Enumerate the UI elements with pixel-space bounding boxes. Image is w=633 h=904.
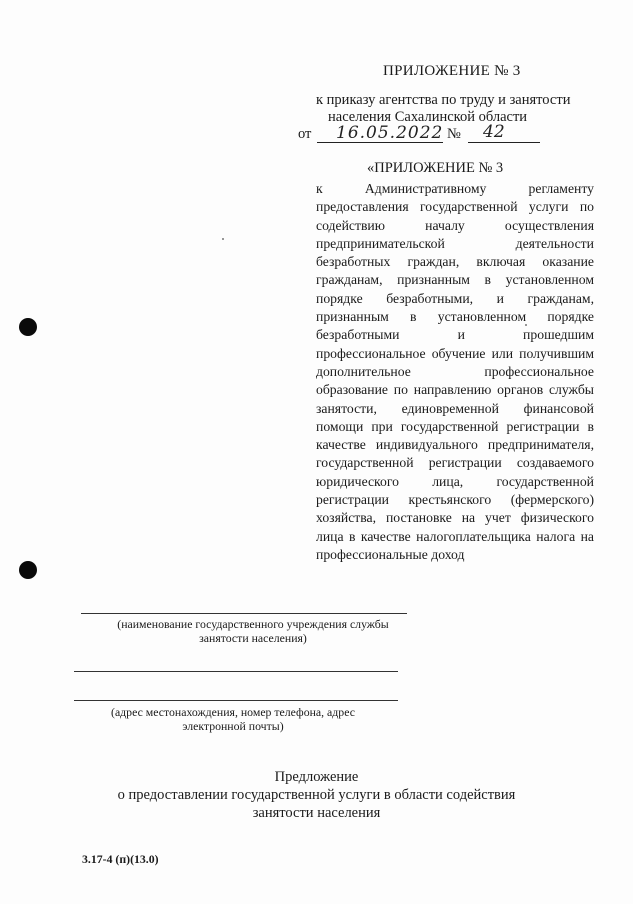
order-reference-line2: населения Сахалинской области bbox=[328, 109, 528, 125]
form-code: 3.17-4 (п)(13.0) bbox=[82, 852, 159, 866]
order-reference-line1: к приказу агентства по труду и занятости bbox=[316, 92, 571, 108]
scan-speck bbox=[222, 238, 224, 240]
order-number-handwritten: 42 bbox=[483, 122, 505, 142]
address-line-2 bbox=[74, 700, 398, 701]
regulation-reference-text: к Административному регламенту предоставления государственной услуги по содействию началу осуществления предпринимательской деятельности безработных граждан, включая оказание гражданам, признанным в установленном порядке безработными, и гражданам, признанным в установленном порядке безработными и прошедшим профессиональное обучение или получившим дополнительное профессиональное образование по направлению органов службы занятости, единовременной финансовой помощи при государственной регистрации в качестве индивидуального предпринимателя, государственной регистрации создаваемого юридического лица, государственной регистрации крестьянского (фермерского) хозяйства, постановке на учет физического лица в качестве налогоплательщика налога на профессиональные доход bbox=[316, 181, 594, 562]
proposal-subtitle-line1: о предоставлении государственной услуги в области содействия bbox=[117, 787, 516, 803]
from-label: от bbox=[298, 126, 312, 142]
address-caption: (адрес местонахождения, номер телефона, адрес электронной почты) bbox=[111, 705, 355, 733]
number-label: № bbox=[447, 126, 461, 142]
order-date-number-row bbox=[298, 122, 548, 146]
institution-name-caption: (наименование государственного учреждения службы занятости населения) bbox=[117, 617, 389, 645]
proposal-subtitle-line2: занятости населения bbox=[252, 805, 381, 821]
appendix-title: ПРИЛОЖЕНИЕ № 3 bbox=[383, 63, 521, 79]
institution-name-line bbox=[81, 613, 407, 614]
appendix-regulation-title: «ПРИЛОЖЕНИЕ № 3 bbox=[367, 160, 504, 176]
address-line-1 bbox=[74, 671, 398, 672]
order-date-handwritten: 16.05.2022 bbox=[336, 123, 444, 143]
number-underline bbox=[468, 142, 540, 143]
punch-hole-top bbox=[19, 318, 37, 336]
punch-hole-bottom bbox=[19, 561, 37, 579]
proposal-title: Предложение bbox=[274, 769, 359, 785]
